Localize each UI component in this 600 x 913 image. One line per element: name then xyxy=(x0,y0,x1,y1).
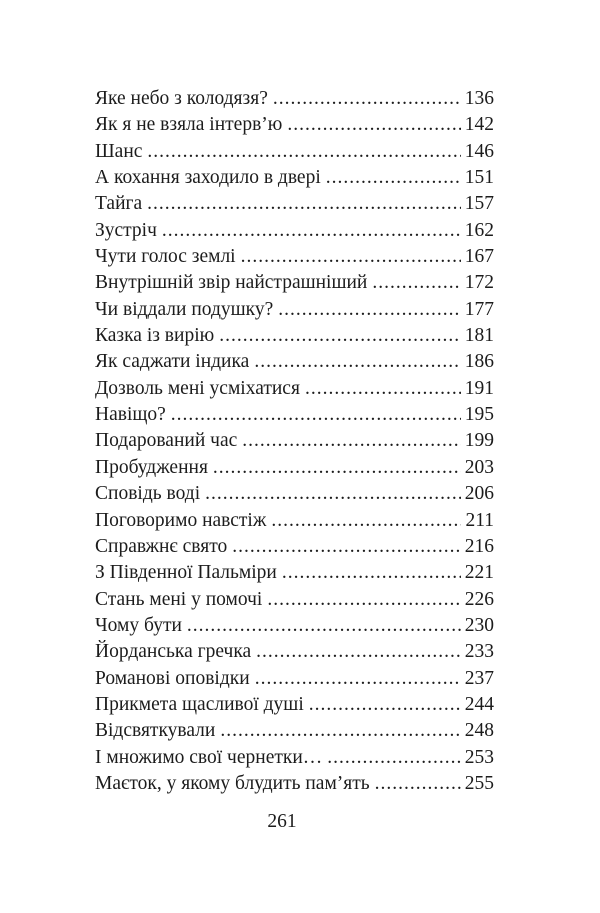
toc-entry-page-number: 199 xyxy=(464,430,494,452)
toc-entry xyxy=(95,481,494,507)
toc-entry-page-number: 151 xyxy=(464,167,494,189)
dot-leader xyxy=(241,244,461,270)
toc-entry-page-number: 191 xyxy=(464,377,494,399)
toc-entry-title: І множимо свої чернетки… xyxy=(95,746,323,768)
dot-leader xyxy=(309,692,461,718)
toc-entry-page-number: 203 xyxy=(464,456,494,478)
toc-entry-page-number: 233 xyxy=(464,641,494,663)
toc-entry-title: Яке небо з колодязя? xyxy=(95,88,268,109)
toc-entry-page-number: 142 xyxy=(464,114,494,136)
toc-entry-title: Зустріч xyxy=(95,219,157,241)
toc-entry-page-number: 244 xyxy=(464,693,494,715)
toc-entry xyxy=(95,376,494,402)
dot-leader xyxy=(171,402,461,428)
dot-leader xyxy=(267,587,460,613)
toc-entry xyxy=(95,139,494,165)
toc-entry xyxy=(95,428,494,454)
toc-entry-title: Відсвяткували xyxy=(95,720,216,742)
toc-entry-page-number: 195 xyxy=(464,404,494,426)
toc-entry-title: Навіщо? xyxy=(95,404,166,426)
dot-leader xyxy=(327,745,460,771)
dot-leader xyxy=(287,112,460,138)
dot-leader xyxy=(273,86,461,112)
dot-leader xyxy=(278,297,461,323)
toc-entry-page-number: 237 xyxy=(464,667,494,689)
toc-entry-page-number: 177 xyxy=(464,298,494,320)
toc-entry-title: Внутрішній звір найстрашніший xyxy=(95,272,368,294)
toc-entry xyxy=(95,244,494,270)
toc-entry-title: Пробудження xyxy=(95,456,208,478)
toc-entry-page-number: 172 xyxy=(464,272,494,294)
toc-entry-page-number: 157 xyxy=(464,193,494,215)
toc-entry xyxy=(95,270,494,296)
dot-leader xyxy=(220,718,460,744)
toc-entry xyxy=(95,613,494,639)
toc-entry-page-number: 167 xyxy=(464,246,494,268)
dot-leader xyxy=(232,534,461,560)
dot-leader xyxy=(147,191,461,217)
dot-leader xyxy=(256,639,461,665)
toc-entry-page-number: 253 xyxy=(464,746,494,768)
dot-leader xyxy=(162,218,461,244)
toc-entry-title: Маєток, у якому блудить пам’ять xyxy=(95,772,370,794)
toc-entry-page-number: 146 xyxy=(464,140,494,162)
toc-entry-title: З Південної Пальміри xyxy=(95,562,277,584)
toc-entry-title: Сповідь воді xyxy=(95,483,201,505)
toc-entry xyxy=(95,402,494,428)
toc-entry xyxy=(95,218,494,244)
dot-leader xyxy=(219,323,461,349)
toc-entry xyxy=(95,323,494,349)
toc-entry-page-number: 211 xyxy=(465,509,494,531)
toc-entry xyxy=(95,587,494,613)
toc-entry xyxy=(95,508,494,534)
toc-entry-page-number: 162 xyxy=(464,219,494,241)
dot-leader xyxy=(187,613,461,639)
toc-entry-page-number: 136 xyxy=(464,88,494,109)
dot-leader xyxy=(282,560,461,586)
toc-entry-title: Чи віддали подушку? xyxy=(95,298,274,320)
toc-entry xyxy=(95,86,494,112)
dot-leader xyxy=(372,270,460,296)
toc-entry-page-number: 216 xyxy=(464,535,494,557)
toc-entry-page-number: 226 xyxy=(464,588,494,610)
toc-entry-title: Як саджати індика xyxy=(95,351,250,373)
toc-entry xyxy=(95,771,494,797)
dot-leader xyxy=(254,349,460,375)
toc-entry xyxy=(95,560,494,586)
toc-entry-title: Романові оповідки xyxy=(95,667,250,689)
dot-leader xyxy=(271,508,461,534)
page-number: 261 xyxy=(267,811,297,832)
toc-entry-title: Справжнє свято xyxy=(95,535,228,557)
toc-entry xyxy=(95,745,494,771)
dot-leader xyxy=(326,165,461,191)
toc-entry-page-number: 221 xyxy=(464,562,494,584)
toc-entry-title: Казка із вирію xyxy=(95,325,215,347)
toc-entry-title: Подарований час xyxy=(95,430,238,452)
toc-entry-page-number: 255 xyxy=(464,772,494,794)
dot-leader xyxy=(147,139,460,165)
toc-entry-title: Йорданська гречка xyxy=(95,641,252,663)
toc-entry xyxy=(95,692,494,718)
toc-entry xyxy=(95,191,494,217)
dot-leader xyxy=(242,428,460,454)
toc-entry-page-number: 186 xyxy=(464,351,494,373)
toc-entry-title: Дозволь мені усміхатися xyxy=(95,377,300,399)
dot-leader xyxy=(305,376,461,402)
toc-entry xyxy=(95,112,494,138)
toc-entry-page-number: 181 xyxy=(464,325,494,347)
toc-entry-title: Тайга xyxy=(95,193,143,215)
toc-entry-page-number: 206 xyxy=(464,483,494,505)
toc-entry-title: Поговоримо навстіж xyxy=(95,509,267,531)
toc-entry-title: Чому бути xyxy=(95,614,182,636)
toc-entry-title: А кохання заходило в двері xyxy=(95,167,321,189)
dot-leader xyxy=(213,455,461,481)
toc-entry xyxy=(95,297,494,323)
toc-entry xyxy=(95,666,494,692)
toc-entry-title: Шанс xyxy=(95,140,143,162)
dot-leader xyxy=(375,771,461,797)
toc-entry-title: Чути голос землі xyxy=(95,246,236,268)
toc-entry xyxy=(95,165,494,191)
toc-entry xyxy=(95,534,494,560)
toc-entry-title: Прикмета щасливої душі xyxy=(95,693,304,715)
table-of-contents xyxy=(95,86,494,797)
toc-entry-title: Як я не взяла інтерв’ю xyxy=(95,114,283,136)
dot-leader xyxy=(205,481,461,507)
toc-entry xyxy=(95,639,494,665)
toc-entry-page-number: 248 xyxy=(464,720,494,742)
toc-entry-page-number: 230 xyxy=(464,614,494,636)
toc-entry xyxy=(95,455,494,481)
toc-entry-title: Стань мені у помочі xyxy=(95,588,263,610)
dot-leader xyxy=(255,666,461,692)
toc-entry xyxy=(95,718,494,744)
toc-entry xyxy=(95,349,494,375)
